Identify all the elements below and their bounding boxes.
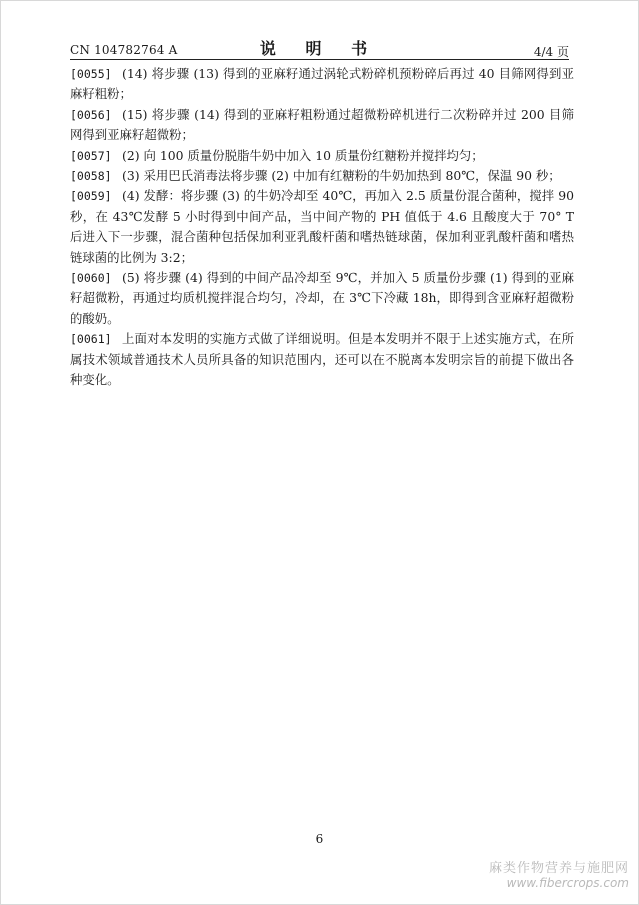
paragraph-number: [0059]	[70, 189, 112, 204]
paragraph-number: [0055]	[70, 67, 112, 81]
publication-number: CN 104782764 A	[70, 43, 178, 57]
paragraph-number: [0058]	[70, 169, 112, 184]
watermark-site-name: 麻类作物营养与施肥网	[488, 861, 629, 876]
paragraph-text: (15) 将步骤 (14) 得到的亚麻籽粗粉通过超微粉碎机进行二次粉碎并过 200 目筛网得到亚麻籽超微粉；	[70, 106, 574, 143]
paragraph	[70, 329, 574, 390]
header-rule	[70, 59, 569, 60]
page-of-total: 4/4 页	[533, 45, 569, 59]
paragraph-number: [0056]	[70, 107, 112, 122]
paragraph	[70, 105, 574, 146]
paragraph-text: (5) 将步骤 (4) 得到的中间产品冷却至 9℃，并加入 5 质量份步骤 (1) 得到的亚麻籽超微粉，再通过均质机搅拌混合均匀，冷却，在 3℃下冷藏 18h，即得到含亚麻籽超微粉的酸奶。	[70, 270, 574, 326]
page-header	[70, 36, 569, 58]
paragraph-text: (14) 将步骤 (13) 得到的亚麻籽通过涡轮式粉碎机预粉碎后再过 40 目筛网得到亚麻籽粗粉；	[70, 66, 574, 102]
paragraph-text: 上面对本发明的实施方式做了详细说明。但是本发明并不限于上述实施方式，在所属技术领域普通技术人员所具备的知识范围内，还可以在不脱离本发明宗旨的前提下做出各种变化。	[70, 331, 574, 388]
paragraph	[70, 146, 574, 166]
watermark	[489, 862, 629, 890]
paragraph-text: (3) 采用巴氏消毒法将步骤 (2) 中加有红糖粉的牛奶加热到 80℃，保温 90 秒；	[122, 168, 561, 184]
paragraph-text: (2) 向 100 质量份脱脂牛奶中加入 10 质量份红糖粉并搅拌均匀；	[122, 147, 484, 163]
page-number: 6	[315, 832, 324, 846]
paragraph	[70, 64, 574, 105]
watermark-url: www.fibercrops.com	[506, 876, 629, 890]
paragraph-number: [0060]	[70, 271, 112, 286]
paragraph	[70, 166, 574, 186]
paragraph-text: (4) 发酵：将步骤 (3) 的牛奶冷却至 40℃，再加入 2.5 质量份混合菌种，搅拌 90 秒，在 43℃发酵 5 小时得到中间产品，当中间产物的 PH 值低于 4.6 且酸度大于 70° T 后进入下一步骤，混合菌种包括保加利亚乳酸杆菌和嗜热链球菌，保加利亚乳酸杆菌和嗜热链球菌的比例为 3:2；	[70, 188, 574, 265]
document-title: 说 明 书	[259, 39, 380, 58]
paragraph	[70, 268, 574, 329]
paragraph-number: [0057]	[70, 148, 112, 163]
paragraph	[70, 186, 574, 268]
document-body	[70, 64, 574, 391]
paragraph-number: [0061]	[70, 332, 112, 347]
